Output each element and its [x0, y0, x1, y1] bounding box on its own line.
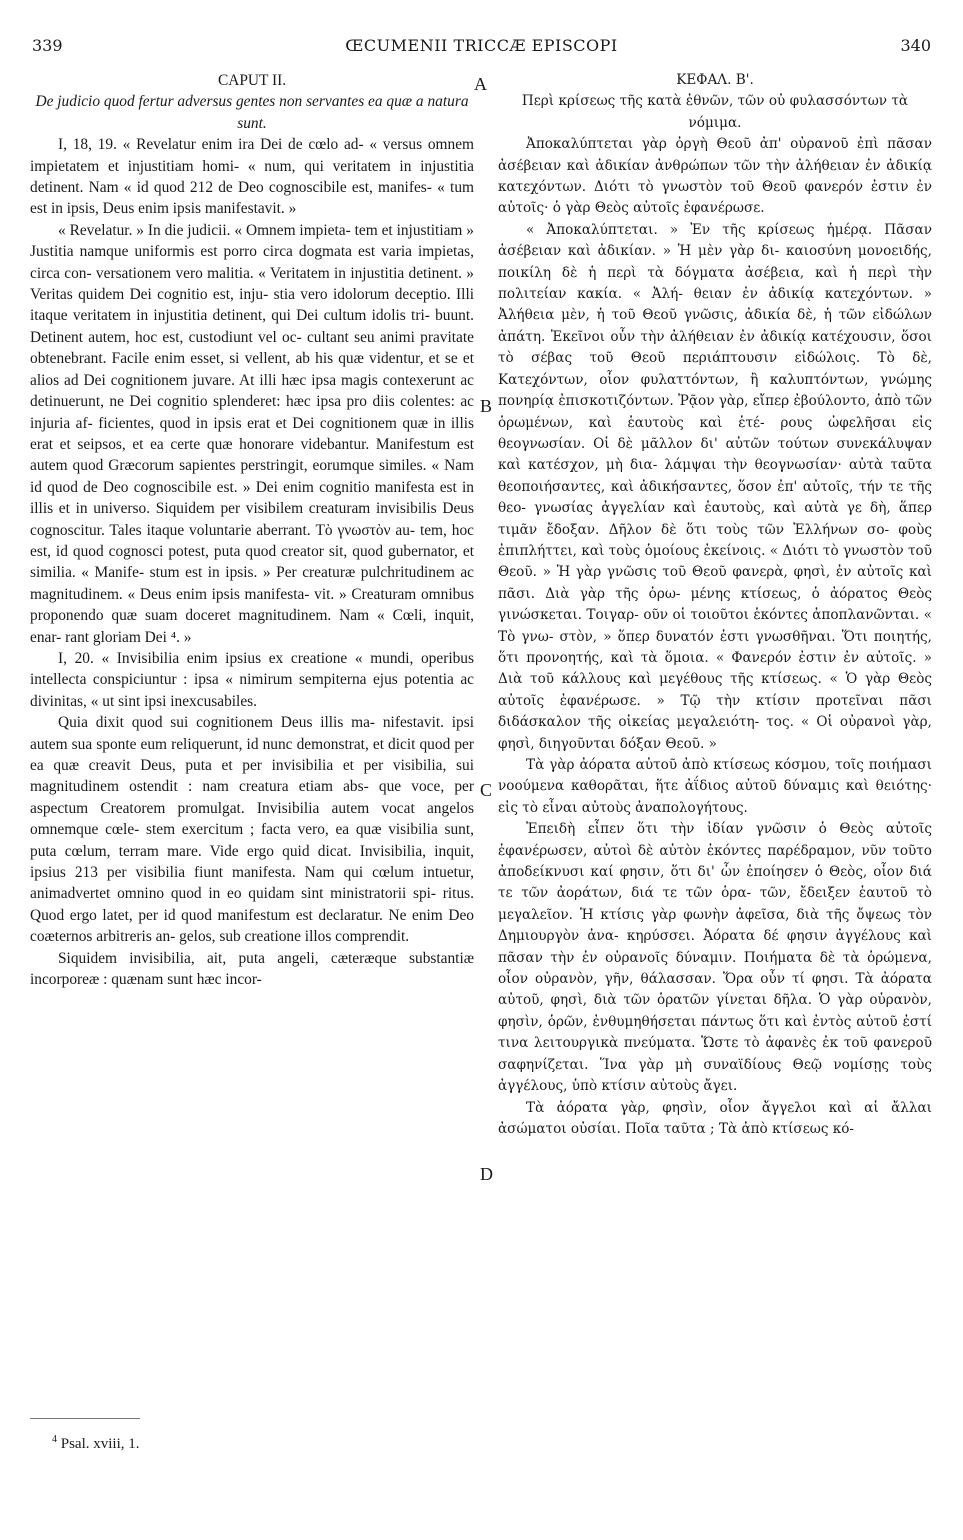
running-header [32, 36, 931, 62]
page-number-left: 339 [32, 36, 63, 55]
footnote-number: 4 [52, 1434, 57, 1445]
latin-paragraph: I, 20. « Invisibilia enim ipsius ex creatione « mundi, operibus intellecta conspiciuntur : ipsa « nimirum sempiterna ejus potentia ac divinitas, « ut sint ipsi inexcusabiles. [30, 649, 474, 710]
greek-chapter-title: Περὶ κρίσεως τῆς κατὰ ἐθνῶν, τῶν οὐ φυλασσόντων τὰ νόμιμα. [521, 93, 909, 131]
latin-paragraph: « Revelatur. » In die judicii. « Omnem impieta- tem et injustitiam » Justitia namque uniformis est porro circa dogmata est varia impietas, circa con- versationem vero malitia. « Veritatem in injustitia detinent. » Veritas quidem Dei cognitio est, inju- stia vero idolorum deceptio. Illi itaque veritatem in injustitia detinent, qui Dei cultum idolis tri- buunt. Detinent autem, hoc est, custodiunt vel oc- cultant seu animi pravitate obtenebrant. Facile enim esset, si vellent, ab his quæ videntur, et se et alios ad Dei cognitionem juvare. At illi hæc ipsa magis contexerunt ac detinuerunt, ne Dei cognitio splenderet: hæc ipsa pro diis colentes: ac injuria af- ficientes, quod in ipsis erat et Dei cognitionem quæ in illis erat et seipsos, et ea certe quæ honorare videbantur. Manifestum est autem quod Græcorum sapientes perstringit, eorumque similes. « Nam id quod de Deo cognoscibile est. » Dei enim cognitio manifesta est in illis et in universo. Siquidem per visibilem creaturam invisibilis Deus cognoscitur. Tales itaque voluntarie aberrant. Τὸ γνωστὸν au- tem, hoc est, id quod cognosci potest, puta quod creator sit, quod gubernator, et similia. « Manife- stum est in ipsis. » Per creaturæ pulchritudinem ac magnitudinem. « Deus enim ipsis manifesta- vit. » Creaturam omnibus proponendo quæ suam doceret magnitudinem. Nam « Cœli, inquit, enar- rant gloriam Dei ⁴. » [30, 221, 474, 646]
greek-paragraph: « Ἀποκαλύπτεται. » Ἐν τῆς κρίσεως ἡμέρᾳ. Πᾶσαν ἀσέβειαν καὶ ἀδικίαν. » Ἡ μὲν γὰρ δι- καιοσύνη μονοειδής, ποικίλη δὲ ἡ περὶ τὰ δόγματα ἀσέβεια, καὶ ἡ περὶ τὴν πολιτείαν κακία. « Ἀλή- θειαν ἐν ἀδικίᾳ κατεχόντων. » Ἀλήθεια μὲν, ἡ τοῦ Θεοῦ γνῶσις, ἀδικία δὲ, ἡ τῶν εἰδώλων ἀπάτη. Ἐκεῖνοι οὖν τὴν ἀλήθειαν ἐν ἀδικίᾳ κατέχουσιν, ὅσοι τὸ σέβας τοῦ Θεοῦ περιάπτουσιν εἰδώλοις. Τὸ δὲ, Κατεχόντων, οἷον φυλαττόντων, ἢ καλυπτόντων, γνώμης πονηρίᾳ ἐπισκοτιζόντων. Ῥᾷον γὰρ, εἴπερ ἐβούλοντο, ἀπὸ τῶν ὁρωμένων, καὶ ἑαυτοὺς καὶ ἑτέ- ρους ὠφελῆσαι εἰς θεογνωσίαν. Οἱ δὲ μᾶλλον δι' αὐτῶν τούτων συνεκάλυψαν καὶ κατέσχον, μὴ δια- λάμψαι τὴν θεογνωσίαν· αὐτὰ ταῦτα θεοποιήσαντες, καὶ ἀδικήσαντες, ὅσον ἐπ' αὐτοῖς, τήν τε τῆς θεο- γνωσίας ἀγγελίαν καὶ ἑαυτοὺς, καὶ αὐτὰ γε δὴ, ἅπερ τιμᾶν ἔδοξαν. Δῆλον δὲ ὅτι τοὺς τῶν Ἑλλήνων σο- φοὺς ἐπιπλήττει, καὶ τοὺς ὁμοίους ἐκείνοις. « Διότι τὸ γνωστὸν τοῦ Θεοῦ. » Ἡ γὰρ γνῶσις τοῦ Θεοῦ φανερὰ, φησὶ, ἐν αὐτοῖς καὶ πᾶσι. Διὰ γὰρ τῆς ὁρω- μένης κτίσεως, ὁ ἀόρατος Θεὸς γινώσκεται. Τοιγαρ- οῦν οἱ τοιοῦτοι ἑκόντες ἀποπλανῶνται. « Τὸ γνω- στὸν, » ὅπερ δυνατόν ἐστι γνωσθῆναι. Ὅτι ποιητής, ὅτι προνοητής, καὶ τὰ ὅμοια. « Φανερόν ἐστιν ἐν αὐτοῖς. » Διὰ τοῦ κάλλους καὶ μεγέθους τῆς κτίσεως. « Ὁ γὰρ Θεὸς αὐτοῖς ἐφανέρωσε. » Τῷ τὴν κτίσιν προτεῖναι πᾶσι διδάσκαλον τῆς οἰκείας μεγαλειότη- τος. « Οἱ οὐρανοὶ γὰρ, φησὶ, διηγοῦνται δόξαν Θεοῦ. » [498, 221, 932, 752]
running-title: ŒCUMENII TRICCÆ EPISCOPI [345, 36, 618, 55]
footnote [52, 1434, 140, 1453]
greek-paragraph: Τὰ ἀόρατα γὰρ, φησὶν, οἷον ἄγγελοι καὶ αἱ ἄλλαι ἀσώματοι οὐσίαι. Ποῖα ταῦτα ; Τὰ ἀπὸ κτίσεως κό- [498, 1099, 932, 1137]
latin-paragraph: I, 18, 19. « Revelatur enim ira Dei de cœlo ad- « versus omnem impietatem et injustitiam homi- « num, qui veritatem in injustitia detinent. Nam « id quod 212 de Deo cognoscibile est, manifes- « tum est in ipsis, Deus enim ipsis manifestavit. » [30, 136, 474, 218]
greek-caput: ΚΕΦΑΛ. Β'. [676, 72, 754, 88]
greek-paragraph: Τὰ γὰρ ἀόρατα αὐτοῦ ἀπὸ κτίσεως κόσμου, τοῖς ποιήμασι νοούμενα καθορᾶται, ἥτε ἀΐδιος αὐτοῦ δύναμις καὶ θειότης· εἰς τὸ εἶναι αὐτοὺς ἀναπολογήτους. [498, 757, 932, 816]
latin-chapter-title: De judicio quod fertur adversus gentes non servantes ea quæ a natura sunt. [35, 93, 469, 132]
latin-paragraph: Siquidem invisibilia, ait, puta angeli, cæteræque substantiæ incorporeæ : quænam sunt hæc incor- [30, 949, 474, 989]
greek-column [498, 70, 932, 1400]
latin-column [30, 70, 474, 1400]
greek-paragraph: Ἀποκαλύπτεται γὰρ ὀργὴ Θεοῦ ἀπ' οὐρανοῦ ἐπὶ πᾶσαν ἀσέβειαν καὶ ἀδικίαν ἀνθρώπων τῶν τὴν ἀλήθειαν ἐν ἀδικίᾳ κατεχόντων. Διότι τὸ γνωστὸν τοῦ Θεοῦ φανερόν ἐστιν ἐν αὐτοῖς· ὁ γὰρ Θεὸς αὐτοῖς ἐφανέρωσε. [498, 136, 932, 217]
latin-paragraph: Quia dixit quod sui cognitionem Deus illis ma- nifestavit. ipsi autem sua sponte eum reliquerunt, id nunc demonstrat, et dicit quod per ea quæ creavit Deus, puta et per invisibilia et per visibilia, sui magnitudinem ostendit : nam creatura etiam abs- que voce, per aspectum Creatorem promulgat. Invisibilia autem vocat angelos omnemque cœle- stem exercitum ; facta vero, ea quæ visibilia sunt, puta cœlum, terram mare. Vide ergo quid dicat. Invisibilia, inquit, ipsius 213 per visibilia fiunt manifesta. Nam qui cœlum intuetur, animadvertet omnino quod in eo quidam sint ministratorii spi- ritus. Quod ergo latet, per id quod manifestum est declaratur. Ne enim Deo coæternos arbitreris an- gelos, sub creatione illos comprendit. [30, 714, 474, 946]
footnote-text: Psal. xviii, 1. [60, 1436, 140, 1452]
margin-marker-d: D [480, 1164, 493, 1184]
footnote-rule [30, 1418, 140, 1419]
margin-marker-b: B [480, 396, 493, 416]
page-number-right: 340 [900, 36, 931, 55]
latin-caput: CAPUT II. [217, 72, 287, 89]
greek-paragraph: Ἐπειδὴ εἶπεν ὅτι τὴν ἰδίαν γνῶσιν ὁ Θεὸς αὐτοῖς ἐφανέρωσεν, αὐτοὶ δὲ αὐτὸν ἑκόντες παρέδραμον, νῦν τοῦτο ἀποδείκνυσι καί φησιν, ὅτι δι' ὧν ἐποίησεν ὁ Θεὸς, οἷον διά τε τῶν ἀοράτων, διά τε τῶν ὁρα- τῶν, ἔδειξεν ἑαυτοῦ τὸ μεγαλεῖον. Ἡ κτίσις γὰρ φωνὴν ἀφεῖσα, διὰ τῆς ὄψεως τὸν Δημιουργὸν ἀνα- κηρύσσει. Ἀόρατα δέ φησιν ἀγγέλους καὶ πᾶσαν τὴν ἐν οὐρανοῖς δύναμιν. Ποιήματα δὲ τὰ ὁρώμενα, οἷον οὐρανὸν, γῆν, θάλασσαν. Ὅρα οὖν τί φησι. Τὰ ἀόρατα αὐτοῦ, φησὶ, διὰ τῶν ὁρατῶν γίνεται δῆλα. Ὁ γὰρ οὐρανὸν, φησὶν, ὁρῶν, ἐνθυμηθήσεται πάντως ὅτι καὶ ἐντὸς αὐτοῦ ἐστί τινα λειτουργικὰ πνεύματα. Ὥστε τὸ ἀφανὲς ἐκ τοῦ φανεροῦ σαφηνίζεται. Ἵνα γὰρ μὴ συναϊδίους Θεῷ νομίσῃς τοὺς ἀγγέλους, ὑπὸ κτίσιν αὐτοὺς ἄγει. [498, 821, 932, 1095]
margin-marker-c: C [480, 780, 493, 800]
margin-marker-a: A [474, 74, 487, 94]
